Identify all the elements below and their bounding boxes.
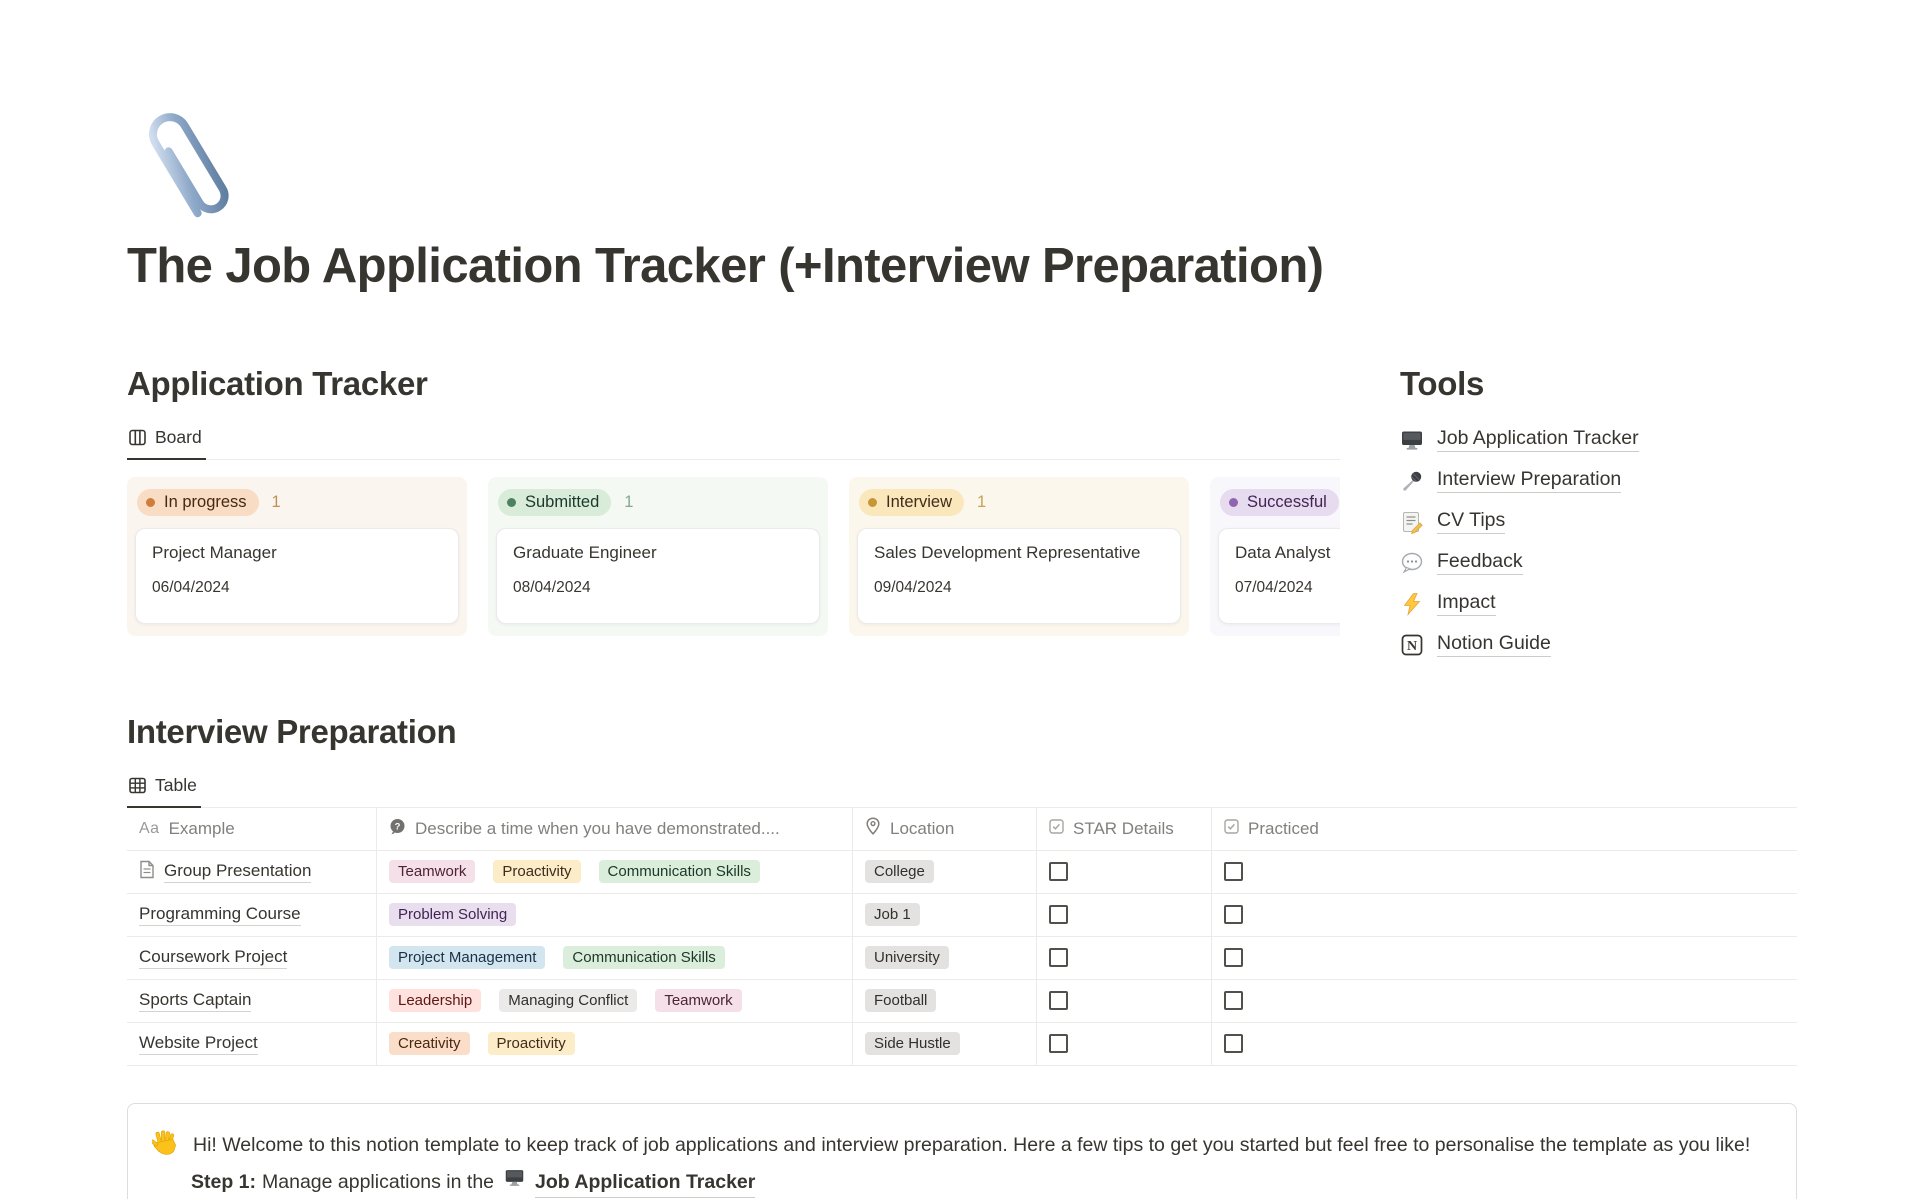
column-header-describe[interactable]: ? Describe a time when you have demonstrated.... [377,808,853,850]
svg-text:?: ? [394,821,401,832]
table-tabbar [127,775,1797,808]
status-dot-icon [868,498,877,507]
checkbox-icon [1049,819,1064,839]
star-details-checkbox[interactable] [1049,1034,1068,1053]
card-title: Project Manager [152,542,277,562]
tools-heading: Tools [1400,365,1485,402]
row-title-link[interactable]: Sports Captain [139,990,251,1012]
board-card[interactable] [1218,528,1340,624]
page-icon [139,860,155,884]
table-icon [129,777,146,794]
skill-tag: Problem Solving [389,903,516,926]
skill-tag: Creativity [389,1032,470,1055]
page-title: The Job Application Tracker (+Interview Preparation) [127,239,1324,293]
welcome-callout [127,1103,1797,1199]
status-pill[interactable]: Submitted [498,489,611,516]
board-column-interview [849,477,1189,636]
board-card[interactable] [857,528,1181,624]
status-dot-icon [1229,498,1238,507]
waving-hand-icon [152,1130,178,1163]
skill-tag: Project Management [389,946,545,969]
memo-icon [1400,510,1424,534]
column-header-star-details[interactable]: STAR Details [1037,808,1212,850]
board-column-in-progress [127,477,467,636]
practiced-checkbox[interactable] [1224,862,1243,881]
board-column-submitted [488,477,828,636]
column-count: 1 [271,492,281,511]
column-count: 1 [977,492,987,511]
tab-board[interactable] [127,427,206,460]
column-count: 1 [624,492,634,511]
tools-link-feedback[interactable] [1400,542,1840,583]
skill-tag: Communication Skills [563,946,724,969]
tab-board-label: Board [155,427,202,447]
interview-preparation-section [127,713,1797,1066]
star-details-checkbox[interactable] [1049,862,1068,881]
paperclip-icon[interactable] [127,100,249,240]
location-pin-icon [865,817,881,840]
board-tabbar [127,427,1340,460]
row-title-link[interactable]: Group Presentation [164,861,311,883]
table-row [127,894,1797,937]
status-pill[interactable]: Interview [859,489,964,516]
skill-tag: Proactivity [488,1032,575,1055]
tools-link-notion-guide[interactable] [1400,624,1840,665]
star-details-checkbox[interactable] [1049,991,1068,1010]
card-title: Graduate Engineer [513,542,657,562]
skill-tag: Communication Skills [599,860,760,883]
callout-step1 [191,1167,1766,1198]
interview-preparation-heading: Interview Preparation [127,713,457,750]
table-row [127,1023,1797,1066]
row-title-link[interactable]: Programming Course [139,904,301,926]
practiced-checkbox[interactable] [1224,991,1243,1010]
tools-link-cv-tips[interactable] [1400,501,1840,542]
practiced-checkbox[interactable] [1224,1034,1243,1053]
lightning-icon [1400,592,1424,616]
location-tag: Side Hustle [865,1032,960,1055]
skill-tag: Teamwork [389,860,475,883]
tools-link-interview-preparation[interactable] [1400,460,1840,501]
tools-link-label: Feedback [1437,550,1523,575]
board-card[interactable] [135,528,459,624]
card-title: Sales Development Representative [874,542,1141,562]
location-tag: University [865,946,949,969]
step1-text: Manage applications in the [262,1171,495,1193]
monitor-icon [1400,428,1424,452]
tools-link-label: Interview Preparation [1437,468,1621,493]
card-date: 09/04/2024 [874,578,952,596]
tools-list [1400,419,1840,665]
star-details-checkbox[interactable] [1049,905,1068,924]
kanban-board [127,477,1340,636]
table-row [127,980,1797,1023]
status-dot-icon [507,498,516,507]
practiced-checkbox[interactable] [1224,905,1243,924]
tools-link-job-application-tracker[interactable] [1400,419,1840,460]
card-date: 08/04/2024 [513,578,591,596]
card-date: 07/04/2024 [1235,578,1313,596]
location-tag: Job 1 [865,903,920,926]
column-header-practiced[interactable]: Practiced [1212,808,1797,850]
table-header-row [127,808,1797,851]
tools-link-label: Impact [1437,591,1496,616]
callout-welcome-text: Hi! Welcome to this notion template to keep track of job applications and interview preparation. Here a few tips to get you started but feel free to personalise the template as you like! [193,1134,1751,1156]
tools-section [1400,365,1840,665]
tab-table-label: Table [155,775,197,795]
svg-text:N: N [1406,638,1418,654]
card-date: 06/04/2024 [152,578,230,596]
status-pill[interactable]: In progress [137,489,259,516]
card-title: Data Analyst [1235,542,1331,562]
text-icon: Aa [139,819,160,837]
tools-link-label: Job Application Tracker [1437,427,1639,452]
board-card[interactable] [496,528,820,624]
step1-label: Step 1: [191,1171,257,1193]
monitor-icon [504,1167,525,1197]
board-column-successful [1210,477,1340,636]
speech-balloon-icon [1400,551,1424,575]
status-dot-icon [146,498,155,507]
interview-preparation-table [127,808,1797,1066]
application-tracker-section [127,365,1340,636]
column-header-location[interactable]: Location [853,808,1037,850]
column-header-example[interactable]: Aa Example [127,808,377,850]
status-pill[interactable]: Successful [1220,489,1339,516]
step1-link[interactable]: Job Application Tracker [535,1167,755,1198]
location-tag: College [865,860,934,883]
skill-tag: Teamwork [655,989,741,1012]
tools-link-label: CV Tips [1437,509,1505,534]
skill-tag: Proactivity [493,860,580,883]
microphone-icon [1400,469,1424,493]
row-title-link[interactable]: Website Project [139,1033,258,1055]
tools-link-impact[interactable] [1400,583,1840,624]
question-bubble-icon [389,818,406,840]
row-title-link[interactable]: Coursework Project [139,947,287,969]
tab-table[interactable] [127,775,201,808]
notion-logo-icon [1400,633,1424,657]
board-icon [129,429,146,446]
table-row [127,937,1797,980]
star-details-checkbox[interactable] [1049,948,1068,967]
practiced-checkbox[interactable] [1224,948,1243,967]
checkbox-icon [1224,819,1239,839]
location-tag: Football [865,989,936,1012]
tools-link-label: Notion Guide [1437,632,1551,657]
application-tracker-heading: Application Tracker [127,365,428,402]
skill-tag: Managing Conflict [499,989,637,1012]
table-row [127,851,1797,894]
skill-tag: Leadership [389,989,481,1012]
